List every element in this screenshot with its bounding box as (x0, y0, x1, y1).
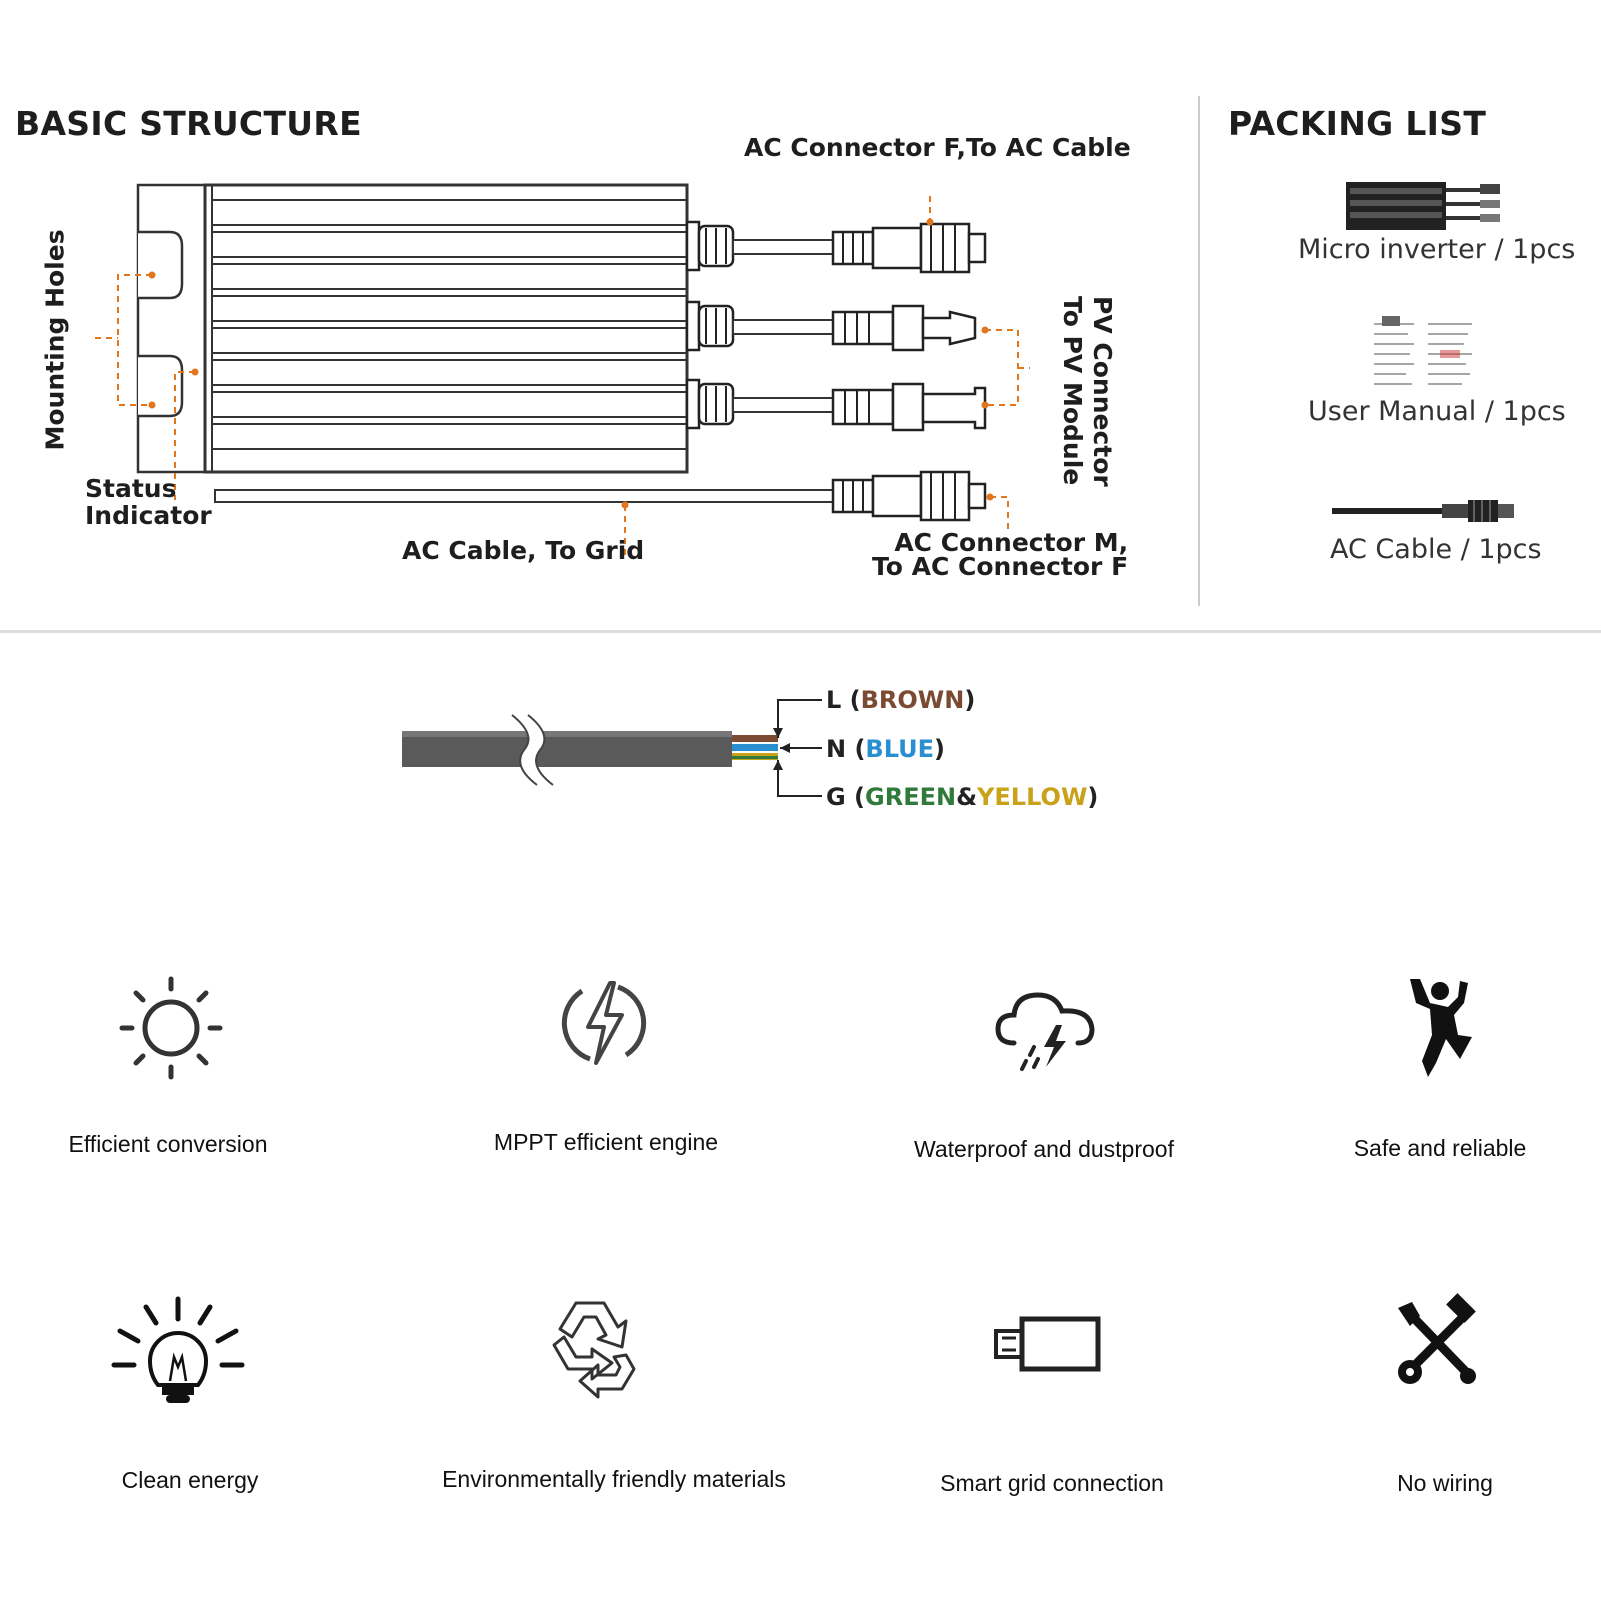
power-bolt-icon (556, 975, 652, 1071)
feature-label-8: No wiring (1397, 1470, 1493, 1496)
user-manual-thumbnail (1368, 316, 1478, 396)
sun-icon (118, 975, 224, 1081)
wire-g-label (826, 783, 1098, 811)
ac-cable-wiring-diagram (0, 680, 1601, 820)
light-bulb-icon (110, 1295, 246, 1407)
packing-item-qty: 1pcs (1478, 534, 1542, 565)
pv-connector-line-1: PV Connector (1088, 296, 1117, 487)
packing-item-qty: 1pcs (1502, 396, 1566, 427)
wire-g-color-a: GREEN (865, 783, 957, 811)
packing-item-qty: 1pcs (1512, 234, 1576, 265)
packing-item-name: User Manual (1308, 396, 1477, 427)
wire-l-suffix: ) (964, 686, 976, 714)
pv-connector-label (1057, 296, 1117, 487)
ac-connector-f-label: AC Connector F,To AC Cable (744, 133, 1131, 162)
wire-n-label (826, 735, 945, 763)
wire-l-color: BROWN (860, 686, 965, 714)
mounting-holes-label: Mounting Holes (40, 229, 70, 451)
storm-cloud-icon (994, 985, 1098, 1075)
section-divider-horizontal (0, 630, 1601, 633)
packing-item-ac-cable: AC Cable / 1pcs (1330, 534, 1542, 565)
ac-cable-thumbnail (1332, 498, 1522, 528)
plug-icon (992, 1316, 1102, 1372)
packing-item-micro-inverter: Micro inverter / 1pcs (1298, 234, 1576, 265)
feature-label-5: Clean energy (121, 1467, 259, 1493)
packing-item-user-manual: User Manual / 1pcs (1308, 396, 1566, 427)
feature-label-1: Efficient conversion (68, 1131, 268, 1157)
feature-label-7: Smart grid connection (940, 1470, 1164, 1496)
feature-label-3: Waterproof and dustproof (914, 1136, 1174, 1162)
wire-n-prefix: N ( (826, 735, 866, 763)
wire-g-suffix: ) (1087, 783, 1099, 811)
packing-item-name: Micro inverter (1298, 234, 1486, 265)
feature-label-4: Safe and reliable (1353, 1135, 1527, 1161)
recycle-icon (540, 1293, 646, 1399)
wire-n-suffix: ) (934, 735, 946, 763)
wire-l-prefix: L ( (826, 686, 861, 714)
pv-connector-line-2: To PV Module (1058, 296, 1087, 486)
micro-inverter-thumbnail (1340, 178, 1510, 238)
wire-l-label (826, 686, 975, 714)
wire-g-amp: & (956, 783, 978, 811)
basic-structure-title: BASIC STRUCTURE (15, 104, 362, 143)
jumping-person-icon (1402, 975, 1482, 1081)
packing-list-title: PACKING LIST (1228, 104, 1487, 143)
wire-g-color-b: YELLOW (977, 783, 1088, 811)
packing-item-name: AC Cable (1330, 534, 1453, 565)
ac-connector-m-label (872, 528, 1129, 581)
feature-label-2: MPPT efficient engine (493, 1129, 719, 1155)
feature-label-6: Environmentally friendly materials (442, 1466, 786, 1492)
wire-g-prefix: G ( (826, 783, 866, 811)
ac-connector-m-line-2: To AC Connector F (872, 552, 1129, 581)
section-divider-vertical (1198, 96, 1200, 606)
wire-n-color: BLUE (865, 735, 935, 763)
tools-icon (1390, 1296, 1482, 1388)
status-indicator-line-1: Status (85, 474, 177, 503)
status-indicator-line-2: Indicator (85, 501, 212, 530)
ac-cable-grid-label: AC Cable, To Grid (402, 536, 645, 565)
status-indicator-label (85, 475, 212, 529)
ac-connector-m-line-1: AC Connector M, (894, 528, 1129, 557)
